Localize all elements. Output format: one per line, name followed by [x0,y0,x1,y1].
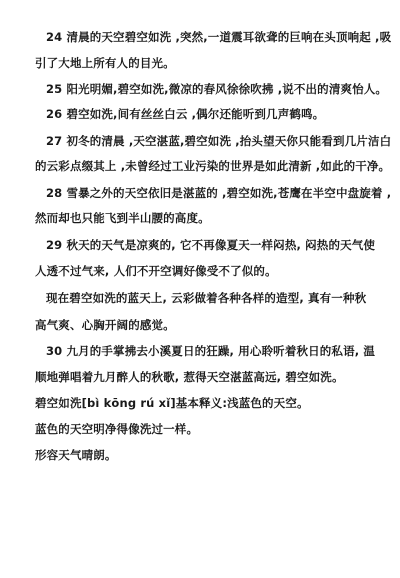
text-line-15: 碧空如洗[bì kōng rú xǐ]基本释义:浅蓝色的天空。 [35,396,309,410]
text-line-13: 30 九月的手掌拂去小溪夏日的狂躁, 用心聆听着秋日的私语, 温 [46,344,376,358]
text-line-2: 引了大地上所有人的目光。 [35,56,175,70]
text-line-17: 形容天气晴朗。 [35,448,117,462]
text-line-3: 25 阳光明媚,碧空如洗,微凉的春风徐徐吹拂 ,说不出的清爽怡人。 [46,82,388,96]
text-line-7: 28 雪暴之外的天空依旧是湛蓝的 ,碧空如洗,苍鹰在半空中盘旋着 , [46,186,392,200]
text-line-4: 26 碧空如洗,间有丝丝白云 ,偶尔还能听到几声鹤鸣。 [46,107,325,121]
text-line-14: 顺地弹唱着九月醉人的秋歌, 惹得天空湛蓝高远, 碧空如洗。 [35,370,344,384]
text-line-1: 24 清晨的天空碧空如洗 ,突然,一道震耳欲聋的巨响在头顶响起 ,吸 [46,30,392,44]
text-line-6: 的云彩点缀其上 ,未曾经过工业污染的世界是如此清新 ,如此的干净。 [35,159,391,173]
text-line-8: 然而却也只能飞到半山腰的高度。 [35,211,210,225]
text-line-10: 人透不过气来, 人们不开空调好像受不了似的。 [35,264,277,278]
text-line-16: 蓝色的天空明净得像洗过一样。 [35,422,199,436]
text-line-9: 29 秋天的天气是凉爽的, 它不再像夏天一样闷热, 闷热的天气使 [46,238,376,252]
text-line-11: 现在碧空如洗的蓝天上, 云彩做着各种各样的造型, 真有一种秋 [46,291,367,305]
text-line-5: 27 初冬的清晨 ,天空湛蓝,碧空如洗 ,抬头望天你只能看到几片洁白 [46,134,392,148]
text-line-12: 高气爽、心胸开阔的感觉。 [35,318,175,332]
